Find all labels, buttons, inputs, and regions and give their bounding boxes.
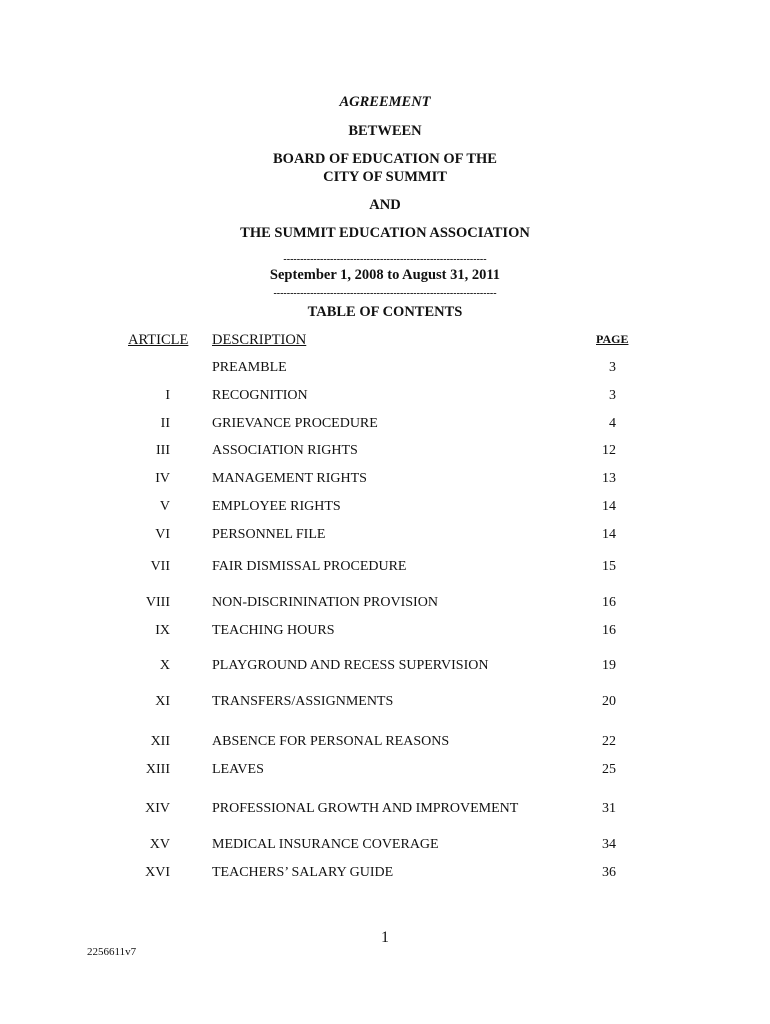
toc-row-page: 16 [602,595,616,610]
toc-row-page: 36 [602,865,616,880]
toc-row-article: XII [150,734,170,749]
dash-divider-short: ------------------------------------------------------------- [283,254,487,265]
toc-row-description: PERSONNEL FILE [212,527,326,542]
toc-row-page: 14 [602,527,616,542]
toc-row-article: IV [155,471,170,486]
and-heading: AND [369,197,401,213]
dash-divider-long: ------------------------------------------------------------------- [273,288,497,299]
page-number: 1 [381,929,389,946]
party2-heading: THE SUMMIT EDUCATION ASSOCIATION [240,225,530,241]
document-code: 2256611v7 [87,946,137,958]
toc-col-article: ARTICLE [128,332,189,348]
toc-row-page: 19 [602,658,616,673]
toc-row-description: TEACHERS’ SALARY GUIDE [212,865,394,880]
toc-row-article: I [165,388,170,403]
toc-row-article: III [156,443,170,458]
toc-row-article: IX [155,623,170,638]
toc-row-article: VII [150,559,170,574]
between-heading: BETWEEN [348,123,422,139]
toc-row-description: NON-DISCRININATION PROVISION [212,595,438,610]
toc-row-description: RECOGNITION [212,388,308,403]
toc-row-description: TRANSFERS/ASSIGNMENTS [212,694,394,709]
term-dates: September 1, 2008 to August 31, 2011 [269,267,501,283]
party1-line1: BOARD OF EDUCATION OF THE [273,151,497,167]
toc-row-description: ASSOCIATION RIGHTS [212,443,358,458]
toc-row-page: 16 [602,623,616,638]
toc-row-page: 15 [602,559,616,574]
party1-line2: CITY OF SUMMIT [323,169,447,185]
toc-row-page: 25 [602,762,616,777]
toc-row-article: XVI [145,865,170,880]
toc-row-page: 20 [602,694,616,709]
toc-row-description: TEACHING HOURS [212,623,335,638]
toc-row-article: X [159,658,170,673]
toc-row-page: 22 [602,734,616,749]
toc-row-page: 13 [602,471,616,486]
toc-row-description: LEAVES [212,762,264,777]
toc-row-article: VI [155,527,170,542]
toc-row-page: 14 [602,499,616,514]
toc-row-page: 34 [602,837,616,852]
toc-row-page: 3 [609,388,616,403]
toc-row-description: MEDICAL INSURANCE COVERAGE [212,837,439,852]
toc-row-description: EMPLOYEE RIGHTS [212,499,341,514]
toc-row-description: GRIEVANCE PROCEDURE [212,416,378,431]
toc-row-description: ABSENCE FOR PERSONAL REASONS [212,734,450,749]
toc-row-description: MANAGEMENT RIGHTS [212,471,367,486]
toc-row-description: PROFESSIONAL GROWTH AND IMPROVEMENT [212,801,519,816]
toc-row-description: PREAMBLE [212,360,287,375]
toc-row-page: 4 [609,416,616,431]
toc-row-article: XIV [145,801,170,816]
agreement-heading: AGREEMENT [339,94,431,110]
toc-title: TABLE OF CONTENTS [307,304,463,320]
toc-col-description: DESCRIPTION [212,332,307,348]
toc-row-page: 12 [602,443,616,458]
toc-row-page: 3 [609,360,616,375]
toc-row-article: XV [149,837,170,852]
toc-row-article: V [159,499,170,514]
toc-row-page: 31 [602,801,616,816]
toc-row-article: XIII [145,762,170,777]
toc-row-description: FAIR DISMISSAL PROCEDURE [212,559,407,574]
toc-row-article: II [160,416,170,431]
toc-row-description: PLAYGROUND AND RECESS SUPERVISION [212,658,489,673]
toc-col-page: PAGE [596,332,629,346]
toc-row-article: XI [155,694,170,709]
toc-row-article: VIII [145,595,170,610]
